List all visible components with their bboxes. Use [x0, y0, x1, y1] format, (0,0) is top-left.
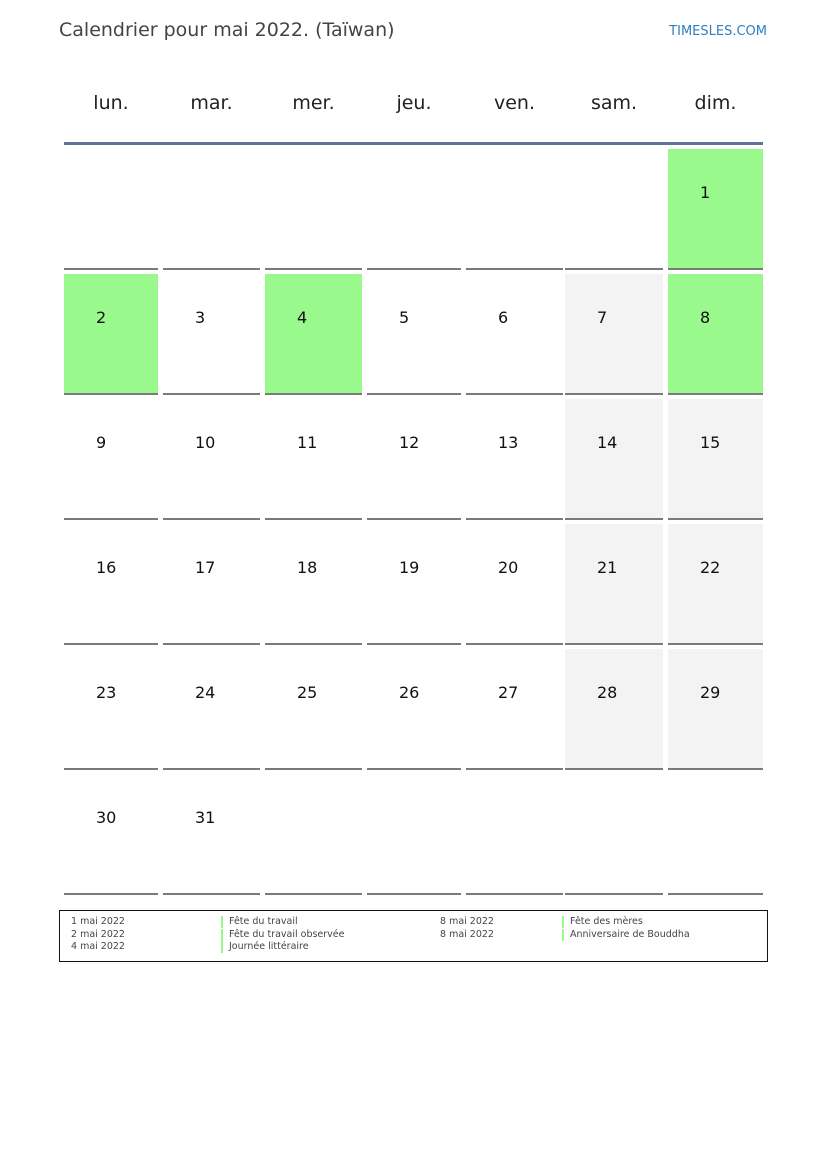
day-number: 22: [700, 558, 721, 577]
day-cell[interactable]: [64, 524, 158, 645]
day-cell[interactable]: [265, 524, 362, 645]
day-number: 17: [195, 558, 216, 577]
weekday-label: ven.: [493, 92, 535, 114]
day-number: 14: [597, 433, 618, 452]
empty-day-cell: [565, 149, 663, 270]
empty-day-cell: [565, 774, 663, 895]
weekday-label: mar.: [190, 92, 233, 114]
holiday-legend-item: [60, 941, 760, 953]
day-number: 8: [700, 308, 711, 327]
weekday-label: sam.: [590, 92, 638, 114]
day-cell[interactable]: [265, 649, 362, 770]
holiday-date: 2 mai 2022: [71, 928, 125, 940]
day-cell[interactable]: [64, 399, 158, 520]
holiday-date: 4 mai 2022: [71, 941, 125, 952]
empty-day-cell: [367, 149, 461, 270]
day-cell[interactable]: [668, 274, 763, 395]
weekday-label: dim.: [694, 92, 737, 114]
weekday-label: jeu.: [396, 92, 432, 114]
day-number: 16: [96, 558, 117, 577]
day-number: 29: [700, 683, 721, 702]
day-number: 24: [195, 683, 216, 702]
holiday-name: Anniversaire de Bouddha: [570, 928, 690, 940]
empty-day-cell: [265, 149, 362, 270]
day-cell[interactable]: [163, 649, 260, 770]
day-number: 13: [498, 433, 519, 452]
day-cell[interactable]: [565, 524, 663, 645]
holiday-name: Journée littéraire: [229, 941, 309, 952]
empty-day-cell: [668, 774, 763, 895]
day-number: 20: [498, 558, 519, 577]
day-cell[interactable]: [466, 399, 563, 520]
day-cell[interactable]: [163, 774, 260, 895]
day-number: 28: [597, 683, 618, 702]
weekday-label: lun.: [93, 92, 129, 114]
day-number: 30: [96, 808, 117, 827]
day-cell[interactable]: [565, 274, 663, 395]
day-number: 21: [597, 558, 618, 577]
day-cell[interactable]: [163, 274, 260, 395]
empty-day-cell: [367, 774, 461, 895]
day-number: 27: [498, 683, 519, 702]
day-number: 18: [297, 558, 318, 577]
day-number: 7: [597, 308, 608, 327]
day-number: 11: [297, 433, 318, 452]
day-number: 9: [96, 433, 107, 452]
day-cell[interactable]: [64, 774, 158, 895]
day-cell[interactable]: [367, 649, 461, 770]
day-cell[interactable]: [565, 649, 663, 770]
brand-link[interactable]: TIMESLES.COM: [669, 24, 767, 39]
empty-day-cell: [163, 149, 260, 270]
day-cell[interactable]: [668, 649, 763, 770]
day-cell[interactable]: [367, 399, 461, 520]
holiday-name: Fête du travail: [229, 916, 298, 927]
holiday-legend-item: [60, 916, 760, 928]
holiday-name: Fête des mères: [570, 916, 643, 927]
day-number: 12: [399, 433, 420, 452]
day-cell[interactable]: [668, 149, 763, 270]
day-cell[interactable]: [163, 524, 260, 645]
day-cell[interactable]: [668, 399, 763, 520]
day-number: 5: [399, 308, 410, 327]
day-number: 2: [96, 308, 107, 327]
holiday-date: 8 mai 2022: [440, 928, 494, 940]
page-title: Calendrier pour mai 2022. (Taïwan): [59, 19, 395, 41]
day-cell[interactable]: [64, 274, 158, 395]
day-cell[interactable]: [265, 274, 362, 395]
day-number: 19: [399, 558, 420, 577]
day-number: 15: [700, 433, 721, 452]
holiday-name: Fête du travail observée: [229, 928, 345, 940]
holiday-color-marker: [562, 929, 564, 941]
day-cell[interactable]: [466, 274, 563, 395]
holiday-color-marker: [562, 916, 564, 928]
day-number: 6: [498, 308, 509, 327]
day-cell[interactable]: [367, 274, 461, 395]
day-number: 25: [297, 683, 318, 702]
day-cell[interactable]: [466, 649, 563, 770]
day-number: 3: [195, 308, 206, 327]
day-cell[interactable]: [163, 399, 260, 520]
day-number: 23: [96, 683, 117, 702]
day-cell[interactable]: [565, 399, 663, 520]
empty-day-cell: [466, 774, 563, 895]
holiday-color-marker: [221, 941, 223, 953]
day-number: 4: [297, 308, 308, 327]
day-number: 1: [700, 183, 711, 202]
empty-day-cell: [64, 149, 158, 270]
holiday-legend-item: [60, 929, 760, 941]
empty-day-cell: [265, 774, 362, 895]
holiday-date: 1 mai 2022: [71, 916, 125, 927]
holiday-date: 8 mai 2022: [440, 916, 494, 927]
day-cell[interactable]: [668, 524, 763, 645]
holiday-legend: [59, 910, 768, 962]
day-number: 10: [195, 433, 216, 452]
day-number: 26: [399, 683, 420, 702]
day-cell[interactable]: [265, 399, 362, 520]
weekday-label: mer.: [292, 92, 335, 114]
day-cell[interactable]: [466, 524, 563, 645]
day-number: 31: [195, 808, 216, 827]
day-cell[interactable]: [367, 524, 461, 645]
empty-day-cell: [466, 149, 563, 270]
day-cell[interactable]: [64, 649, 158, 770]
